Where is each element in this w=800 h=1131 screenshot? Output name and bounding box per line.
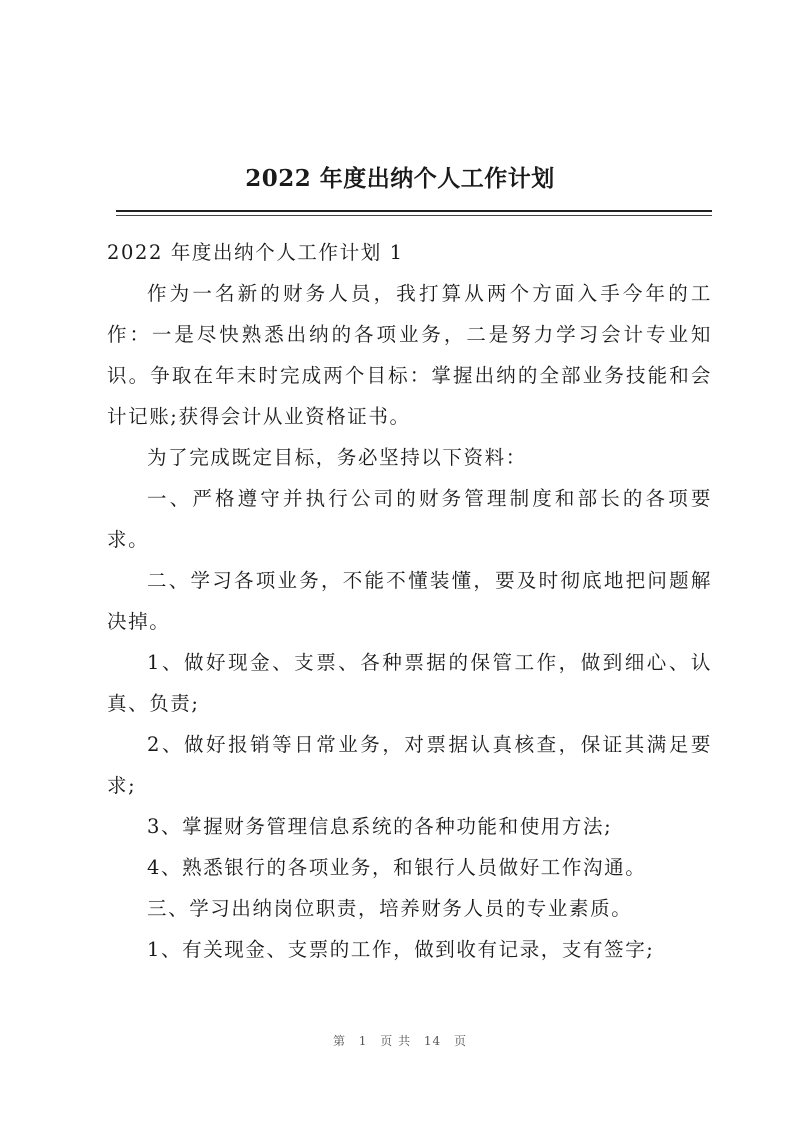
paragraph-goals: 为了完成既定目标，务必坚持以下资料： (147, 446, 527, 469)
footer-label-of: 页 共 (380, 1034, 412, 1048)
document-body (107, 232, 712, 970)
paragraph-item-1: 一、严格遵守并执行公司的财务管理制度和部长的各项要求。 (107, 487, 712, 551)
paragraph-item-3: 三、学习出纳岗位职责，培养财务人员的专业素质。 (147, 897, 633, 920)
paragraph-subitem-2-2: 2、做好报销等日常业务，对票据认真核查，保证其满足要求; (107, 733, 712, 797)
footer-current-page: 1 (358, 1034, 368, 1048)
footer-label-pages: 页 (454, 1034, 468, 1048)
page-footer (0, 1032, 800, 1049)
paragraph-subitem-2-1: 1、做好现金、支票、各种票据的保管工作，做到细心、认真、负责; (107, 651, 712, 715)
section-heading: 2022 年度出纳个人工作计划 1 (107, 241, 404, 264)
paragraph-subitem-2-4: 4、熟悉银行的各项业务，和银行人员做好工作沟通。 (147, 856, 647, 879)
paragraph-subitem-3-1: 1、有关现金、支票的工作，做到收有记录，支有签字; (147, 938, 655, 961)
footer-label-page: 第 (332, 1034, 346, 1048)
title-underline-thin (116, 215, 712, 216)
footer-total-pages: 14 (423, 1034, 442, 1048)
paragraph-item-2: 二、学习各项业务，不能不懂装懂，要及时彻底地把问题解决掉。 (107, 569, 712, 633)
document-title: 2022 年度出纳个人工作计划 (245, 165, 555, 192)
title-underline-thick (116, 210, 712, 212)
paragraph-subitem-2-3: 3、掌握财务管理信息系统的各种功能和使用方法; (147, 815, 613, 838)
paragraph-intro: 作为一名新的财务人员，我打算从两个方面入手今年的工作：一是尽快熟悉出纳的各项业务，二是努力学习会计专业知识。争取在年末时完成两个目标：掌握出纳的全部业务技能和会计记账;获得会计从业资格证书。 (107, 282, 712, 428)
